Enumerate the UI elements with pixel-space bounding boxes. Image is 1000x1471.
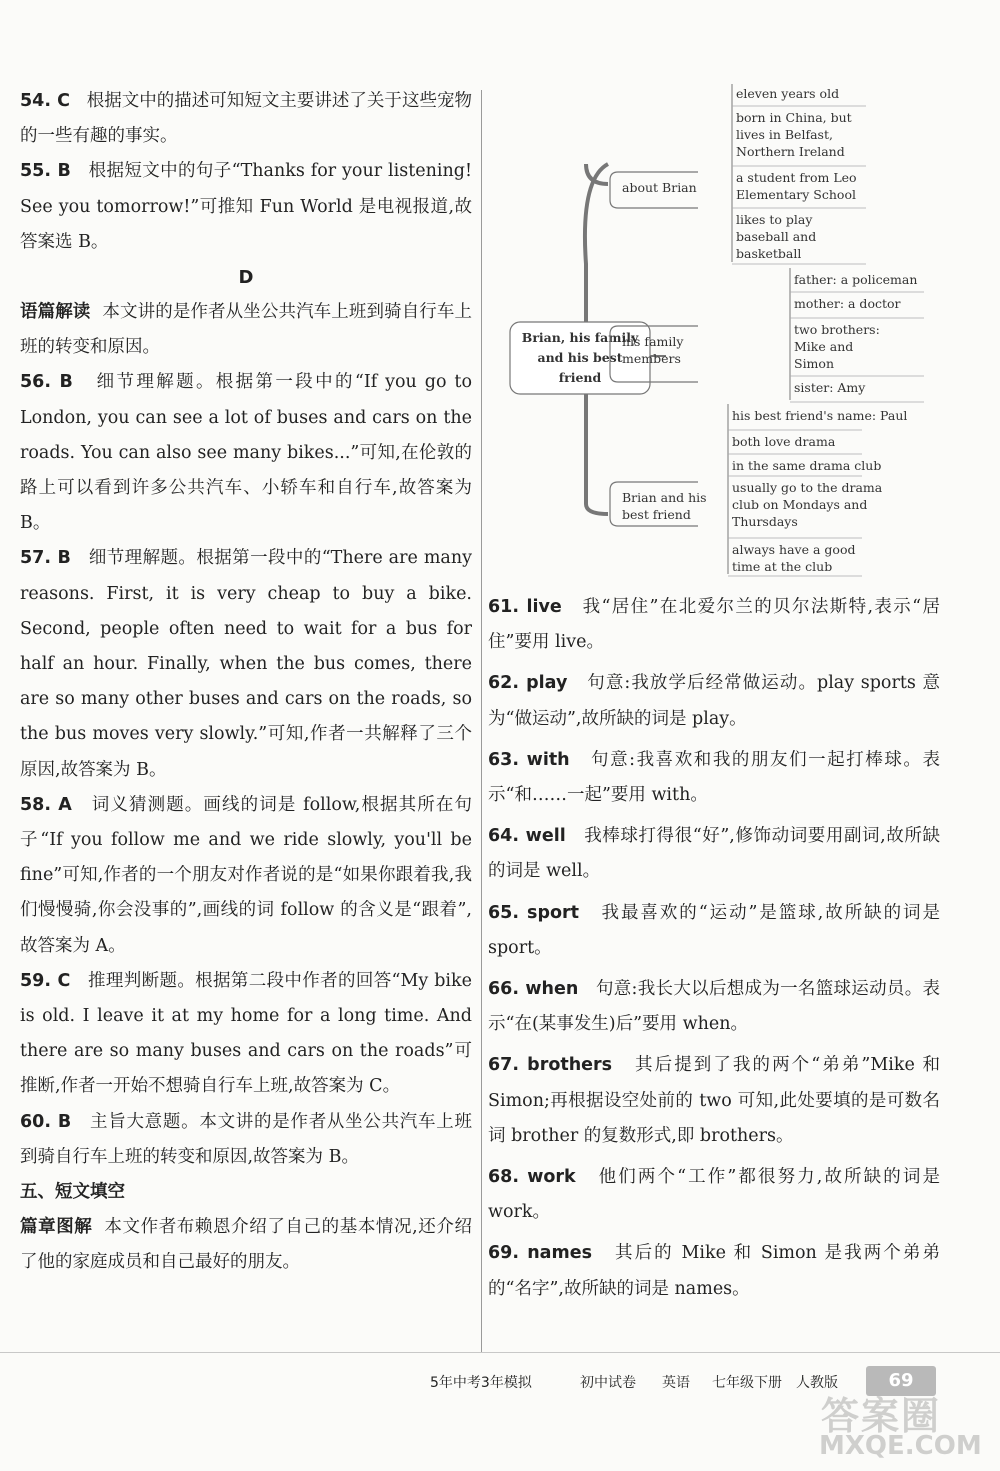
family-item: father: a policeman	[794, 272, 918, 287]
analysis-label: 语篇解读	[20, 302, 91, 323]
about-brian-item: likes to play baseball and basketball	[736, 212, 817, 261]
answer-explanation: 其后的 Mike 和 Simon 是我两个弟弟的“名字”,故所缺的词是 names。	[488, 1243, 940, 1299]
answer-55	[20, 154, 472, 260]
answer-number: 54. C	[20, 91, 70, 111]
answer-number: 57. B	[20, 548, 71, 569]
answer-61	[488, 590, 940, 660]
answer-explanation: 细节理解题。根据第一段中的“There are many reasons. First, it is very cheap to buy a bike. Second, people often need to wait for a bus for half an hour. Finally, when the bus comes, there are so many other buses and cars on the roads, so the bus moves very slowly.”可知,作者一共解释了三个原因,故答案为 B。	[20, 548, 472, 780]
footer-subject: 英语	[662, 1375, 690, 1391]
answer-62	[488, 666, 940, 736]
answer-69	[488, 1236, 940, 1306]
chapter-text: 本文作者布赖恩介绍了自己的基本情况,还介绍了他的家庭成员和自己最好的朋友。	[20, 1217, 472, 1273]
column-divider	[481, 90, 482, 1352]
answer-63	[488, 743, 940, 813]
watermark-text: 答案圈	[821, 1394, 942, 1438]
answer-explanation: 推理判断题。根据第二段中作者的回答“My bike is old. I leave it at my home for a long time. And there are so many buses and cars on the roads”可推断,作者一开始不想骑自行车上班,故答案为 C。	[20, 970, 472, 1097]
answer-54	[20, 84, 472, 154]
family-item: mother: a doctor	[794, 296, 901, 311]
answer-number: 65. sport	[488, 902, 579, 923]
family-item: sister: Amy	[794, 380, 866, 395]
answer-58	[20, 788, 472, 964]
analysis-paragraph	[20, 295, 472, 365]
answer-number: 62. play	[488, 673, 568, 694]
answer-number: 56. B	[20, 372, 73, 393]
left-column	[20, 84, 472, 1281]
about-brian-item: born in China, but lives in Belfast, Northern Ireland	[736, 110, 852, 159]
footer-type: 初中试卷	[580, 1375, 636, 1391]
about-brian-item: a student from Leo Elementary School	[736, 170, 857, 202]
answer-explanation: 词义猜测题。画线的词是 follow,根据其所在句子“If you follow me and we ride slowly, you'll be fine”可知,作者的一个朋友对作者说的是“如果你跟着我,我们慢慢骑,你会没事的”,画线的词 follow 的含义是“跟着”,故答案为 A。	[20, 794, 472, 956]
answer-explanation: 句意:我喜欢和我的朋友们一起打棒球。表示“和……一起”要用 with。	[488, 749, 940, 806]
answer-number: 58. A	[20, 794, 72, 815]
friend-node-label: Brian and his best friend	[622, 490, 707, 522]
watermark-url: MXQE.COM	[819, 1431, 982, 1461]
friend-item: both love drama	[732, 434, 836, 449]
answer-60	[20, 1105, 472, 1175]
footer-grade: 七年级下册	[712, 1375, 782, 1391]
footer-rule	[0, 1352, 1000, 1353]
center-node-label: Brian, his family and his best friend	[521, 330, 639, 385]
answer-explanation: 他们两个“工作”都很努力,故所缺的词是 work。	[488, 1167, 940, 1223]
answer-explanation: 细节理解题。根据第一段中的“If you go to London, you can see a lot of buses and cars on the roads. You can also see many bikes...”可知,在伦敦的路上可以看到许多公共汽车、小轿车和自行车,故答案为 B。	[20, 372, 472, 534]
answer-number: 61. live	[488, 597, 562, 617]
answer-number: 63. with	[488, 749, 570, 770]
answer-number: 68. work	[488, 1167, 576, 1188]
friend-item: in the same drama club	[732, 458, 882, 473]
answer-explanation: 句意:我长大以后想成为一名篮球运动员。表示“在(某事发生)后”要用 when。	[488, 979, 941, 1035]
answer-59	[20, 964, 472, 1105]
answer-68	[488, 1160, 940, 1230]
answer-explanation: 主旨大意题。本文讲的是作者从坐公共汽车上班到骑自行车上班的转变和原因,故答案为 B。	[20, 1111, 472, 1167]
answer-56	[20, 365, 472, 541]
answer-67	[488, 1048, 940, 1154]
answer-explanation: 我棒球打得很“好”,修饰动词要用副词,故所缺的词是 well。	[488, 826, 940, 882]
footer-series: 5年中考3年模拟	[430, 1375, 532, 1391]
friend-item: his best friend's name: Paul	[732, 408, 908, 423]
answer-57	[20, 541, 472, 787]
right-column	[488, 590, 940, 1307]
spine-lower	[586, 504, 608, 514]
watermark	[815, 1385, 990, 1465]
answer-66	[488, 972, 940, 1042]
page-number: 69	[866, 1366, 936, 1396]
about-brian-item: eleven years old	[736, 86, 840, 101]
answer-explanation: 其后提到了我的两个“弟弟”Mike 和 Simon;再根据设空处前的 two 可知,此处要填的是可数名词 brother 的复数形式,即 brothers。	[488, 1055, 940, 1146]
answer-number: 67. brothers	[488, 1055, 613, 1076]
answer-number: 64. well	[488, 826, 566, 847]
about-brian-node-label: about Brian	[622, 180, 697, 195]
section-5-title: 五、短文填空	[20, 1182, 125, 1203]
answer-64	[488, 819, 940, 889]
answer-65	[488, 896, 940, 966]
mind-map-diagram	[488, 84, 940, 584]
answer-number: 55. B	[20, 161, 71, 182]
chapter-label: 篇章图解	[20, 1217, 93, 1238]
answer-number: 60. B	[20, 1111, 72, 1132]
answer-explanation: 根据短文中的句子“Thanks for your listening! See you tomorrow!”可推知 Fun World 是电视报道,故答案选 B。	[20, 161, 472, 252]
answer-number: 59. C	[20, 970, 71, 991]
mind-map-svg	[488, 84, 940, 584]
section-d-title: D	[238, 267, 254, 289]
answer-explanation: 句意:我放学后经常做运动。play sports 意为“做运动”,故所缺的词是 play。	[488, 673, 940, 729]
answer-number: 69. names	[488, 1243, 592, 1264]
answer-explanation: 根据文中的描述可知短文主要讲述了关于这些宠物的一些有趣的事实。	[20, 91, 472, 147]
friend-item: always have a good time at the club	[732, 542, 856, 574]
answer-explanation: 我“居住”在北爱尔兰的贝尔法斯特,表示“居住”要用 live。	[488, 597, 940, 653]
analysis-text: 本文讲的是作者从坐公共汽车上班到骑自行车上班的转变和原因。	[20, 302, 473, 358]
answer-explanation: 我最喜欢的“运动”是篮球,故所缺的词是 sport。	[488, 902, 940, 958]
family-node-label: his family members	[622, 334, 684, 366]
footer-edition: 人教版	[796, 1375, 838, 1391]
chapter-paragraph	[20, 1210, 472, 1280]
answer-number: 66. when	[488, 979, 579, 1000]
friend-item: usually go to the drama club on Mondays and Thursdays	[732, 480, 883, 529]
family-item: two brothers: Mike and Simon	[794, 322, 880, 371]
